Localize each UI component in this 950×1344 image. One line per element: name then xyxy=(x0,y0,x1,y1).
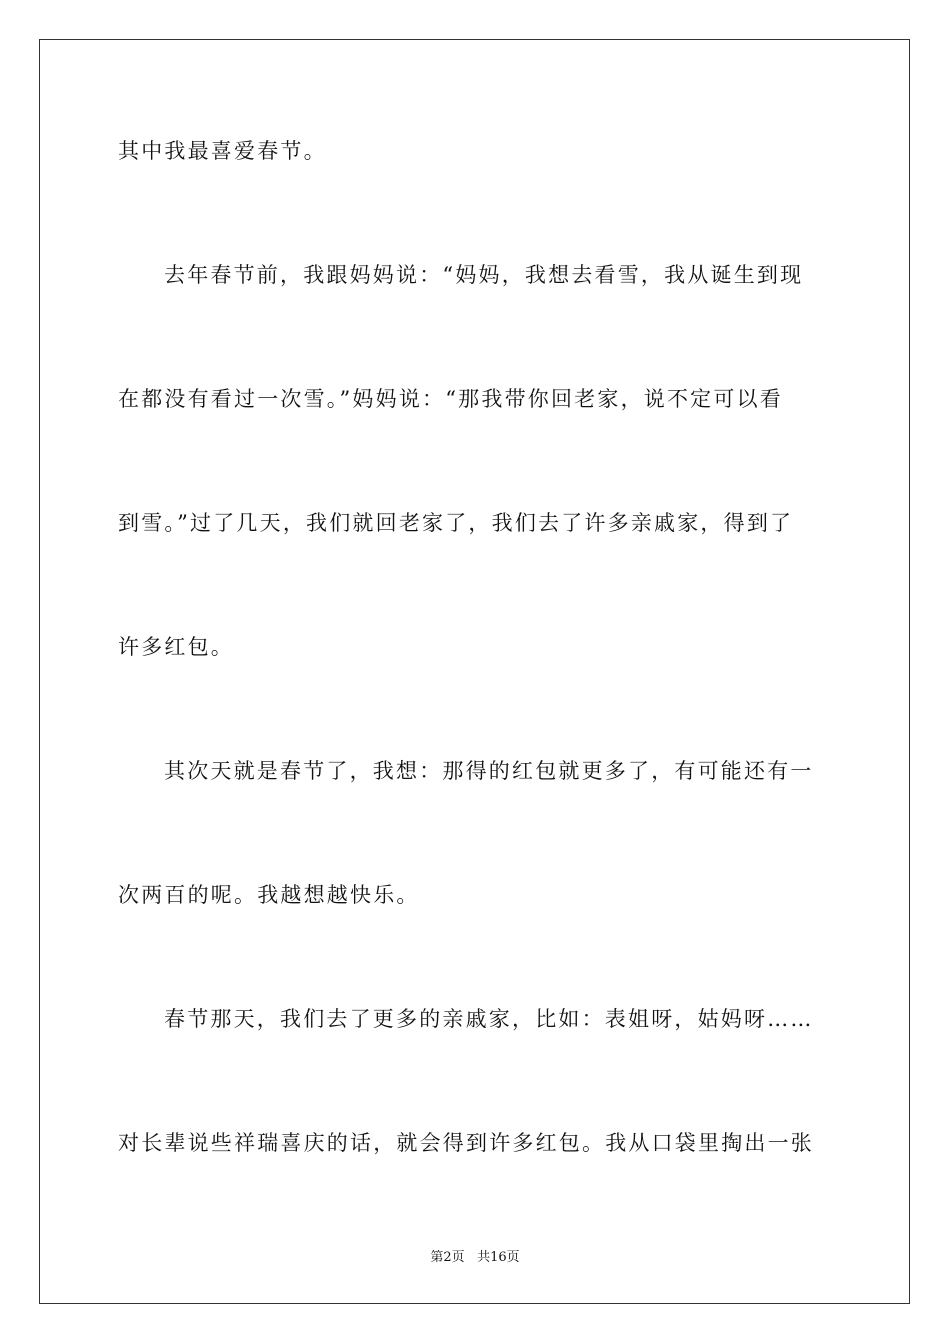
paragraph-line: 对长辈说些祥瑞喜庆的话，就会得到许多红包。我从口袋里掏出一张 xyxy=(118,1131,814,1155)
page-total: 共16页 xyxy=(477,1250,520,1265)
paragraph-line: 去年春节前，我跟妈妈说：“妈妈，我想去看雪，我从诞生到现 xyxy=(164,263,804,287)
paragraph-line: 到雪。”过了几天，我们就回老家了，我们去了许多亲戚家，得到了 xyxy=(118,511,794,535)
paragraph-line: 在都没有看过一次雪。”妈妈说：“那我带你回老家，说不定可以看 xyxy=(118,387,783,411)
page-border xyxy=(39,39,910,1304)
paragraph-line: 其中我最喜爱春节。 xyxy=(118,139,327,163)
paragraph-line: 其次天就是春节了，我想：那得的红包就更多了，有可能还有一 xyxy=(164,759,814,783)
page-footer xyxy=(0,1246,950,1265)
paragraph-line: 春节那天，我们去了更多的亲戚家，比如：表姐呀，姑妈呀…… xyxy=(164,1007,814,1031)
page-number: 第2页 xyxy=(430,1250,465,1265)
paragraph-line: 许多红包。 xyxy=(118,635,234,659)
paragraph-line: 次两百的呢。我越想越快乐。 xyxy=(118,883,420,907)
